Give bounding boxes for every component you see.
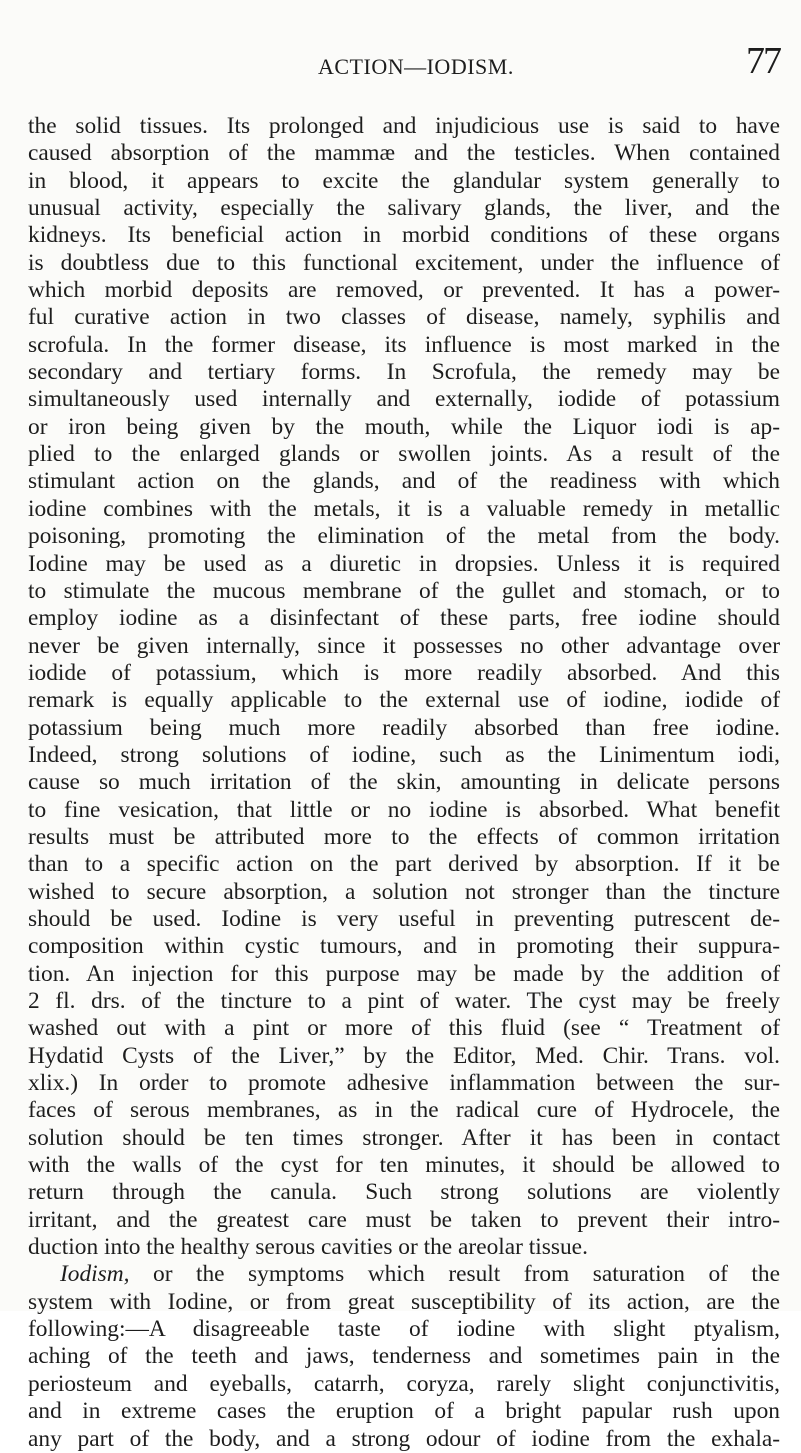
text-line: in blood, it appears to excite the glandular system generally to: [28, 167, 780, 194]
text-line: to fine vesication, that little or no iodine is absorbed. What benefit: [28, 796, 780, 823]
text-line: ful curative action in two classes of disease, namely, syphilis and: [28, 304, 780, 331]
text-line: caused absorption of the mammæ and the testicles. When contained: [28, 140, 780, 167]
text-line: simultaneously used internally and externally, iodide of potassium: [28, 386, 780, 413]
text-line: wished to secure absorption, a solution not stronger than the tincture: [28, 878, 780, 905]
text-line: poisoning, promoting the elimination of the metal from the body.: [28, 523, 780, 550]
text-line: to stimulate the mucous membrane of the gullet and stomach, or to: [28, 577, 780, 604]
text-line: should be used. Iodine is very useful in preventing putrescent de-: [28, 905, 780, 932]
iodism-term: Iodism,: [60, 1261, 130, 1288]
running-head: ACTION—IODISM.: [318, 54, 514, 79]
text-line: following:—A disagreeable taste of iodine with slight ptyalism,: [28, 1316, 780, 1343]
page-header: [28, 40, 780, 88]
text-line: stimulant action on the glands, and of the readiness with which: [28, 468, 780, 495]
text-line: [28, 1261, 780, 1288]
text-line: is doubtless due to this functional excitement, under the influence of: [28, 249, 780, 276]
text-line: with the walls of the cyst for ten minutes, it should be allowed to: [28, 1152, 780, 1179]
text-line: system with Iodine, or from great susceptibility of its action, are the: [28, 1288, 780, 1315]
text-line: irritant, and the greatest care must be taken to prevent their intro-: [28, 1206, 780, 1233]
text-line: solution should be ten times stronger. After it has been in contact: [28, 1124, 780, 1151]
text-line: unusual activity, especially the salivary glands, the liver, and the: [28, 195, 780, 222]
text-line: composition within cystic tumours, and in promoting their suppura-: [28, 933, 780, 960]
text-line: results must be attributed more to the effects of common irritation: [28, 823, 780, 850]
text-line: any part of the body, and a strong odour of iodine from the exhala-: [28, 1425, 780, 1452]
text-line: periosteum and eyeballs, catarrh, coryza, rarely slight conjunctivitis,: [28, 1370, 780, 1397]
text-line: potassium being much more readily absorbed than free iodine.: [28, 714, 780, 741]
text-line: tion. An injection for this purpose may be made by the addition of: [28, 960, 780, 987]
text-line: faces of serous membranes, as in the radical cure of Hydrocele, the: [28, 1097, 780, 1124]
page-number: 77: [746, 40, 780, 82]
text-line: iodine combines with the metals, it is a valuable remedy in metallic: [28, 495, 780, 522]
text-line: scrofula. In the former disease, its influence is most marked in the: [28, 331, 780, 358]
text-line: remark is equally applicable to the external use of iodine, iodide of: [28, 687, 780, 714]
main-paragraph: [28, 113, 780, 1261]
text-line: aching of the teeth and jaws, tenderness and sometimes pain in the: [28, 1343, 780, 1370]
iodism-first-line-text: or the symptoms which result from saturation of the: [153, 1261, 780, 1288]
text-line: 2 fl. drs. of the tincture to a pint of water. The cyst may be freely: [28, 988, 780, 1014]
iodism-paragraph: [28, 1261, 780, 1452]
text-line: duction into the healthy serous cavities or the areolar tissue.: [28, 1234, 588, 1261]
text-line: never be given internally, since it possesses no other advantage over: [28, 632, 780, 659]
text-line: Hydatid Cysts of the Liver,” by the Editor, Med. Chir. Trans. vol.: [28, 1042, 780, 1069]
text-line: employ iodine as a disinfectant of these parts, free iodine should: [28, 605, 780, 632]
text-line: washed out with a pint or more of this fluid (see “ Treatment of: [28, 1015, 780, 1042]
text-line: secondary and tertiary forms. In Scrofula, the remedy may be: [28, 359, 780, 386]
text-line: and in extreme cases the eruption of a bright papular rush upon: [28, 1398, 780, 1425]
text-line: return through the canula. Such strong solutions are violently: [28, 1179, 780, 1206]
text-line: which morbid deposits are removed, or prevented. It has a power-: [28, 277, 780, 304]
text-line: the solid tissues. Its prolonged and injudicious use is said to have: [28, 113, 780, 139]
text-line: iodide of potassium, which is more readily absorbed. And this: [28, 659, 780, 686]
text-line: xlix.) In order to promote adhesive inflammation between the sur-: [28, 1070, 780, 1097]
text-line: cause so much irritation of the skin, amounting in delicate persons: [28, 769, 780, 796]
text-line: Indeed, strong solutions of iodine, such as the Linimentum iodi,: [28, 741, 780, 768]
text-line: kidneys. Its beneficial action in morbid conditions of these organs: [28, 222, 780, 249]
text-line: or iron being given by the mouth, while the Liquor iodi is ap-: [28, 413, 780, 440]
text-line: than to a specific action on the part derived by absorption. If it be: [28, 851, 780, 878]
text-line: plied to the enlarged glands or swollen joints. As a result of the: [28, 441, 780, 468]
body-text: [28, 113, 780, 1453]
text-line: Iodine may be used as a diuretic in dropsies. Unless it is required: [28, 550, 780, 577]
